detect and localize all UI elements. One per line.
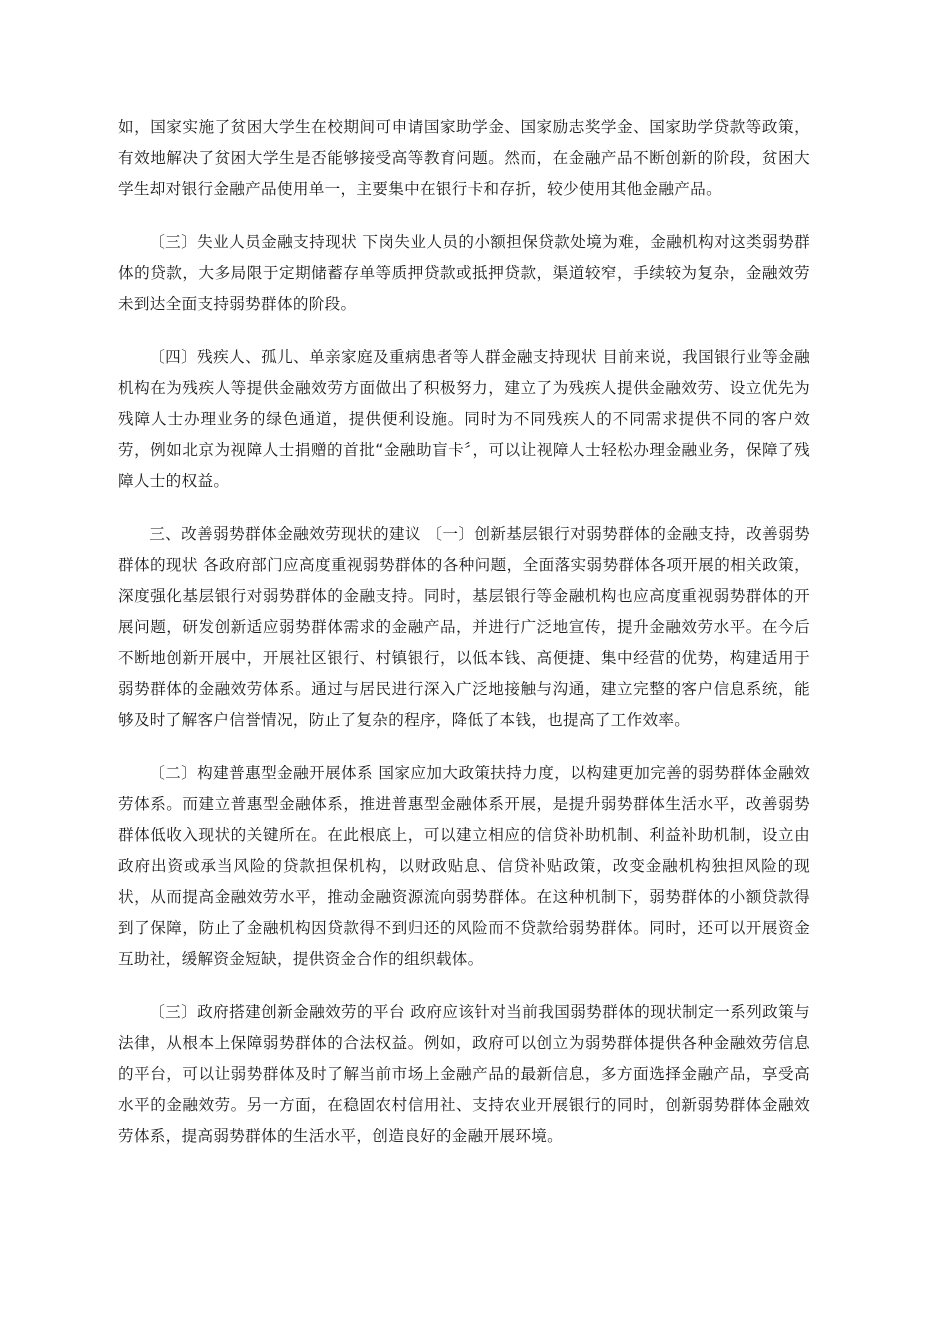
paragraph-recommendations: 三、改善弱势群体金融效劳现状的建议 〔一〕创新基层银行对弱势群体的金融支持，改善弱势群体的现状 各政府部门应高度重视弱势群体的各种问题，全面落实弱势群体各项开展的相关政策，深度强化基层银行对弱势群体的金融支持。同时，基层银行等金融机构也应高度重视弱势群体的开展问题，研发创新适应弱势群体需求的金融产品，并进行广泛地宣传，提升金融效劳水平。在今后不断地创新开展中，开展社区银行、村镇银行，以低本钱、高便捷、集中经营的优势，构建适用于弱势群体的金融效劳体系。通过与居民进行深入广泛地接触与沟通，建立完整的客户信息系统，能够及时了解客户信誉情况，防止了复杂的程序，降低了本钱，也提高了工作效率。 [118, 525, 810, 729]
paragraph-inclusive-finance: 〔二〕构建普惠型金融开展体系 国家应加大政策扶持力度，以构建更加完善的弱势群体金融效劳体系。而建立普惠型金融体系，推进普惠型金融体系开展，是提升弱势群体生活水平，改善弱势群体低收入现状的关键所在。在此根底上，可以建立相应的信贷补助机制、利益补助机制，设立由政府出资或承当风险的贷款担保机构，以财政贴息、信贷补贴政策，改变金融机构独担风险的现状，从而提高金融效劳水平，推动金融资源流向弱势群体。在这种机制下，弱势群体的小额贷款得到了保障，防止了金融机构因贷款得不到归还的风险而不贷款给弱势群体。同时，还可以开展资金互助社，缓解资金短缺，提供资金合作的组织载体。 [118, 764, 810, 968]
document-body [118, 112, 810, 1174]
paragraph-government-platform: 〔三〕政府搭建创新金融效劳的平台 政府应该针对当前我国弱势群体的现状制定一系列政策与法律，从根本上保障弱势群体的合法权益。例如，政府可以创立为弱势群体提供各种金融效劳信息的平台，可以让弱势群体及时了解当前市场上金融产品的最新信息，多方面选择金融产品，享受高水平的金融效劳。另一方面，在稳固农村信用社、支持农业开展银行的同时，创新弱势群体金融效劳体系，提高弱势群体的生活水平，创造良好的金融开展环境。 [118, 1003, 810, 1145]
paragraph-unemployed-support: 〔三〕失业人员金融支持现状 下岗失业人员的小额担保贷款处境为难，金融机构对这类弱势群体的贷款，大多局限于定期储蓄存单等质押贷款或抵押贷款，渠道较窄，手续较为复杂，金融效劳未到达全面支持弱势群体的阶段。 [118, 233, 810, 313]
paragraph-continuation: 如，国家实施了贫困大学生在校期间可申请国家助学金、国家励志奖学金、国家助学贷款等政策，有效地解决了贫困大学生是否能够接受高等教育问题。然而，在金融产品不断创新的阶段，贫困大学生却对银行金融产品使用单一，主要集中在银行卡和存折，较少使用其他金融产品。 [118, 118, 810, 198]
paragraph-disabled-support: 〔四〕残疾人、孤儿、单亲家庭及重病患者等人群金融支持现状 目前来说，我国银行业等金融机构在为残疾人等提供金融效劳方面做出了积极努力，建立了为残疾人提供金融效劳、设立优先为残障人士办理业务的绿色通道，提供便利设施。同时为不同残疾人的不同需求提供不同的客户效劳，例如北京为视障人士捐赠的首批“金融助盲卡〞，可以让视障人士轻松办理金融业务，保障了残障人士的权益。 [118, 348, 810, 490]
